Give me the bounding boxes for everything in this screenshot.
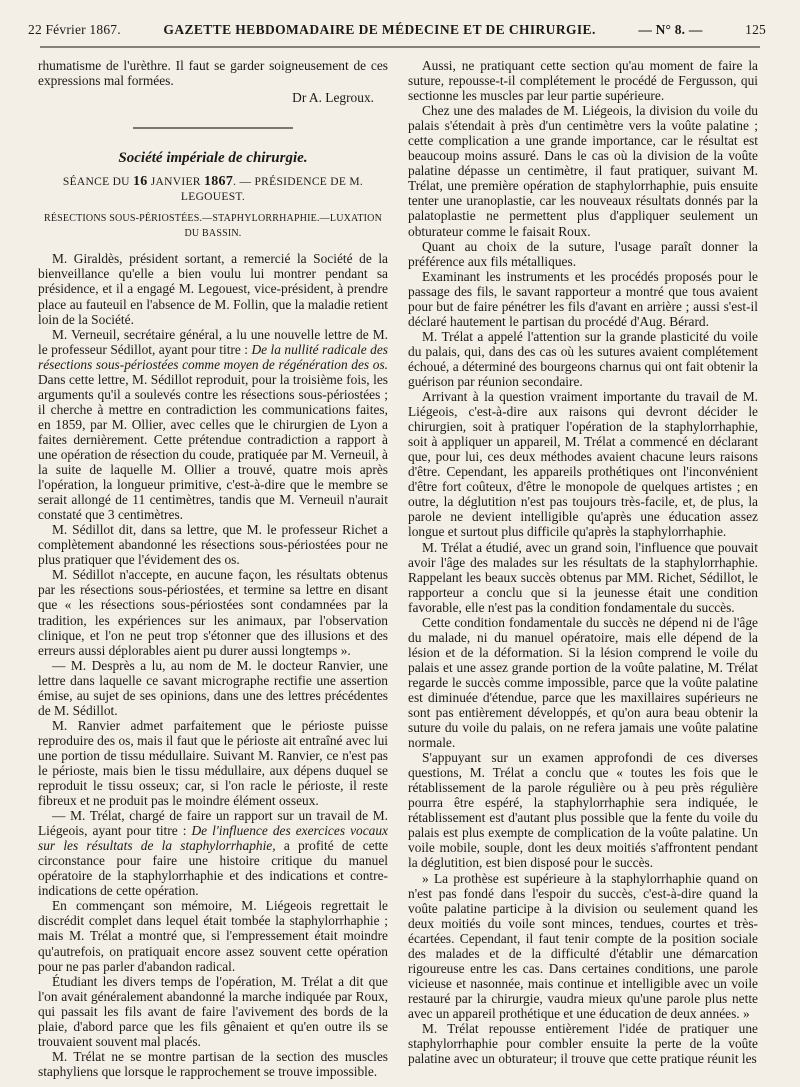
paragraph: Cette condition fondamentale du succès ne dépend ni de l'âge du malade, ni du manuel opératoire, mais elle dépend de la lésion et de la déformation. Si la lésion comprend le voile du palais et une assez grande portion de la voûte palatine, M. Trélat regarde le succès comme impossible, parce que la voûte palatine est diminuée d'étendue, parce que les maxillaires supérieurs ne sont pas entièrement développés, et qu'on aura beau obtenir la suture du voile du palais, on ne refera jamais une voûte palatine normale. xyxy=(408,614,758,751)
header-rule xyxy=(40,46,760,48)
paragraph: S'appuyant sur un examen approfondi de ces diverses questions, M. Trélat a conclu que « toutes les fois que le rétablissement de la parole régulière ou à peu près régulière pourra être espéré, la staphylorrhaphie sera indiquée, le rétablissement est d'autant plus possible que la fente du voile du palais est plus exempte de complication de la voûte palatine. Un voile mobile, souple, dont les deux moitiés s'affrontent pendant la déglutition, est bien disposé pour le succès. xyxy=(408,750,758,871)
paragraph: M. Verneuil, secrétaire général, a lu une nouvelle lettre de M. le professeur Sédillot, ayant pour titre : De la nullité radicale des résections sous-périostées comme moyen de régénération des os. Dans cette lettre, M. Sédillot reproduit, pour la troisième fois, les arguments qu'il a soulevés contre les résections sous-périostées ; il cherche à mettre en contradiction les communications faites, en 1859, par M. Ollier, avec celles que le chirurgien de Lyon a faites dernièrement. Cette prétendue contradiction a rapport à une opération de résection du coude, pratiquée par M. Verneuil, à la suite de laquelle M. Ollier a trouvé, quatre mois après l'opération, la longueur primitive, c'est-à-dire que le membre se serait allongé de 11 centimètres, tandis que M. Verneuil n'aurait constaté que 3 centimètres. xyxy=(38,326,388,523)
section-separator xyxy=(133,127,293,129)
paragraph: M. Trélat ne se montre partisan de la section des muscles staphyliens que lorsque le rapprochement se trouve impossible. xyxy=(38,1048,388,1079)
paragraph: Chez une des malades de M. Liégeois, la division du voile du palais s'étendait à près d'un centimètre vers la voûte palatine ; cette complication a une grande importance, car le résultat est beaucoup moins assuré. Dans le cas où la division de la voûte palatine dépasse un centimètre, il faut pratiquer, suivant M. Trélat, une première opération de staphylorrhaphie, puis ensuite tenter une uranoplastie, car les nouveaux résultats donnés par la palatoplastie ne permettent plus d'appliquer seulement un obturateur comme le faisait Roux. xyxy=(408,103,758,239)
paragraph: Aussi, ne pratiquant cette section qu'au moment de faire la suture, repousse-t-il complétement le procédé de Fergusson, qui sectionne les muscles par leur partie supérieure. xyxy=(408,58,758,104)
paragraph: Étudiant les divers temps de l'opération, M. Trélat a dit que l'on avait généralement abandonné la marche indiquée par Roux, qui passait les fils avant de faire l'avivement des bords de la plaie, d'abord parce que les fils gênaient et qu'en outre ils se trouvaient souvent mal placés. xyxy=(38,973,388,1049)
paragraph: M. Trélat repousse entièrement l'idée de pratiquer une staphylorrhaphie pour combler ensuite la perte de la voûte palatine avec un obturateur; il trouve que cette pratique réunit les xyxy=(408,1021,758,1067)
paragraph: M. Ranvier admet parfaitement que le périoste puisse reproduire des os, mais il faut que le périoste ait entraîné avec lui une portion de tissu médullaire. Suivant M. Ranvier, ce n'est pas le périoste, mais bien le tissu médullaire, aux dépens duquel se reproduit le tissu osseux; car, si l'on racle le périoste, il reste fibreux et ne produit pas le moindre élément osseux. xyxy=(38,717,388,809)
paragraph: M. Giraldès, président sortant, a remercié la Société de la bienveillance qu'elle a bien voulu lui montrer pendant sa présidence, et il a engagé M. Legouest, vice-président, à prendre place au fauteuil en l'absence de M. Follin, que la maladie retient loin de la Société. xyxy=(38,251,388,327)
paragraph: M. Trélat a appelé l'attention sur la grande plasticité du voile du palais, qui, dans des cas où les sutures avaient complétement échoué, a déterminé des bourgeons charnus qui ont fait obtenir la guérison par réunion secondaire. xyxy=(408,328,758,389)
paragraph: — M. Desprès a lu, au nom de M. le docteur Ranvier, une lettre dans laquelle ce savant micrographe rectifie une assertion émise, au sujet de ses opinions, dans une des lettres précédentes de M. Sédillot. xyxy=(38,657,388,718)
paragraph: En commençant son mémoire, M. Liégeois regrettait le discrédit complet dans lequel était tombée la staphylorrhaphie ; mais M. Trélat a montré que, si l'empressement était moindre qu'autrefois, on pratiquait encore assez souvent cette opération pour ne pas parler d'abandon radical. xyxy=(38,898,388,974)
paragraph: rhumatisme de l'urèthre. Il faut se garder soigneusement de ces expressions mal formées. xyxy=(38,58,388,89)
right-column xyxy=(408,58,758,1066)
section-title: Société impériale de chirurgie. xyxy=(118,150,308,167)
paragraph: Examinant les instruments et les procédés proposés pour le passage des fils, le savant rapporteur a montré que tous avaient pour but de faire pénétrer les fils d'avant en arrière ; aussi s'est-il déclaré hautement le partisan du procédé d'Aug. Bérard. xyxy=(408,268,758,329)
paragraph: Quant au choix de la suture, l'usage paraît donner la préférence aux fils métalliques. xyxy=(408,238,758,269)
paragraph: M. Trélat a étudié, avec un grand soin, l'influence que pouvait avoir l'âge des malades sur les résultats de la staphylorrhaphie. Rappelant les beaux succès obtenus par MM. Richet, Sédillot, le rapporteur a conclu que si la jeunesse était une condition favorable, elle n'est pas la condition fondamentale du succès. xyxy=(408,539,758,615)
section-topics: RÉSECTIONS SOUS-PÉRIOSTÉES.—STAPHYLORRHAPHIE.—LUXATION DU BASSIN. xyxy=(43,213,383,240)
journal-title: GAZETTE HEBDOMADAIRE DE MÉDECINE ET DE CHIRURGIE. xyxy=(163,22,596,37)
running-header xyxy=(28,22,766,42)
paragraph: » La prothèse est supérieure à la staphylorrhaphie quand on n'est pas fondé dans l'espoir du succès, c'est-à-dire quand la voûte palatine participe à la division ou seulement quand les deux moitiés du voile sont minces, tendues, courtes et très-écartées. Cependant, il faut tenir compte de la position sociale des malades et de la difficulté d'établir une démarcation rigoureuse entre les cas. Dans certaines conditions, une parole vicieuse et nasonnée, mais continue et intelligible avec un voile restauré par la chirurgie, vaudra mieux qu'une parole plus nette avec un appareil prothétique et une éducation de deux années. » xyxy=(408,870,758,1021)
seance-line: SÉANCE DU 16 JANVIER 1867. — PRÉSIDENCE DE M. LEGOUEST. xyxy=(62,174,364,204)
paragraph: Arrivant à la question vraiment importante du travail de M. Liégeois, c'est-à-dire aux raisons qui devront décider le chirurgien, soit à pratiquer l'opération de la staphylorrhaphie, soit à appliquer un appareil, M. Trélat a commencé en déclarant que, pour lui, ces deux méthodes avaient chacune leurs raisons d'être. Cependant, les appareils prothétiques ont l'inconvénient d'être fort coûteux, d'être le monopole de quelques artistes ; en outre, la déglutition n'est pas toujours très-facile, et, de plus, la parole ne devient intelligible qu'après une éducation assez longue et surtout plus difficile qu'après la staphylorrhaphie. xyxy=(408,389,758,540)
signature: Dr A. Legroux. xyxy=(292,90,374,106)
paragraph: — M. Trélat, chargé de faire un rapport sur un travail de M. Liégeois, ayant pour titre : De l'influence des exercices vocaux sur les résultats de la staphylorrhaphie, a profité de cette circonstance pour faire une histoire critique du manuel opératoire de la staphylorrhaphie et des indications et contre-indications de cette opération. xyxy=(38,808,389,899)
header-date: 22 Février 1867. xyxy=(28,22,121,37)
paragraph: M. Sédillot n'accepte, en aucune façon, les résultats obtenus par les résections sous-périostées, et termine sa lettre en disant que « les résections sous-périostées sont condamnées par la tradition, les expériences sur les animaux, par l'observation clinique, et l'on ne peut trop s'étonner que des illusions et des erreurs aussi déplorables aient pu durer aussi longtemps ». xyxy=(38,567,388,658)
issue-number: — N° 8. — xyxy=(638,22,703,37)
paragraph: M. Sédillot dit, dans sa lettre, que M. le professeur Richet a complètement abandonné les résections sous-périostées pour ne plus pratiquer que l'évidement des os. xyxy=(38,522,388,568)
left-column xyxy=(38,58,388,1079)
page-number: 125 xyxy=(745,22,766,37)
